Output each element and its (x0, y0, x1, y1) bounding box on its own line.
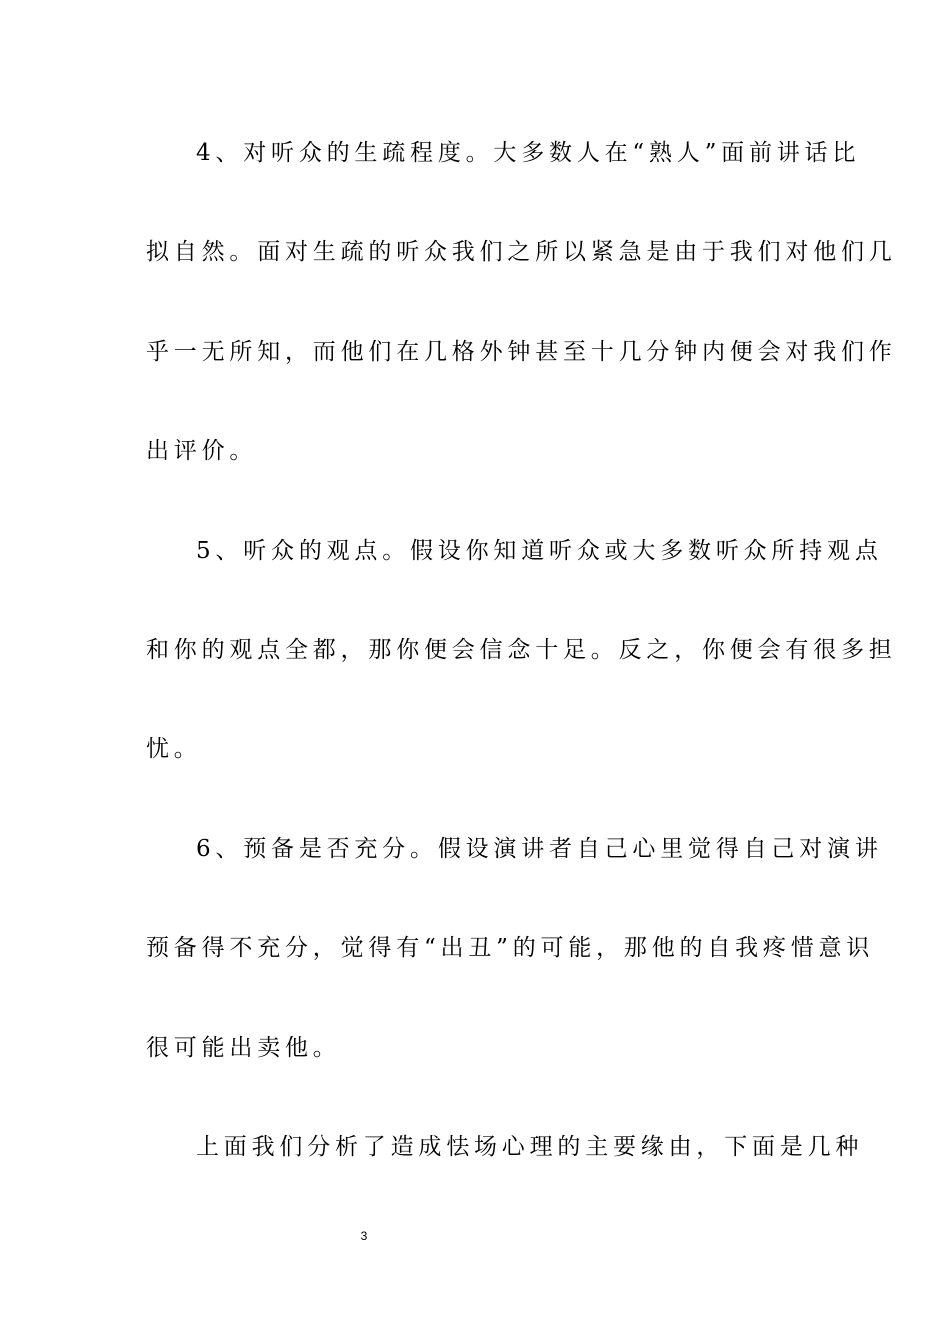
paragraph-4-line-4: 出评价。 (146, 438, 258, 464)
paragraph-5-line-1: 5、听众的观点。假设你知道听众或大多数听众所持观点 (196, 538, 883, 564)
paragraph-5-line-3: 忧。 (146, 736, 202, 762)
paragraph-4-line-2: 拟自然。面对生疏的听众我们之所以紧急是由于我们对他们几 (146, 239, 897, 265)
paragraph-6-line-3: 很可能出卖他。 (146, 1035, 341, 1061)
page-number: 3 (360, 1229, 368, 1243)
paragraph-6-line-2: 预备得不充分，觉得有“出丑”的可能，那他的自我疼惜意识 (146, 935, 875, 961)
paragraph-4-line-1: 4、对听众的生疏程度。大多数人在“熟人”面前讲话比 (196, 140, 861, 166)
paragraph-6-line-1: 6、预备是否充分。假设演讲者自己心里觉得自己对演讲 (196, 836, 883, 862)
paragraph-5-line-2: 和你的观点全都，那你便会信念十足。反之，你便会有很多担 (146, 637, 897, 663)
paragraph-7-line-1: 上面我们分析了造成怯场心理的主要缘由，下面是几种 (196, 1134, 864, 1160)
paragraph-4-line-3: 乎一无所知，而他们在几格外钟甚至十几分钟内便会对我们作 (146, 339, 897, 365)
